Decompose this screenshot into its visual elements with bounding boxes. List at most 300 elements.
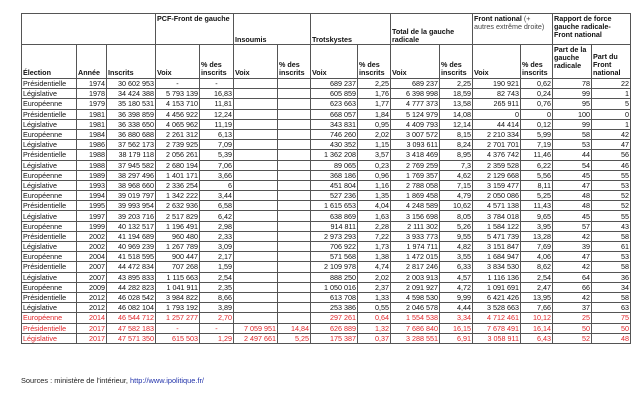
cell-part-fn: 52 bbox=[592, 201, 631, 211]
cell-annee: 2004 bbox=[77, 252, 107, 262]
cell-pcf-pct: 8,66 bbox=[200, 292, 234, 302]
cell-tro-pct: 1,38 bbox=[358, 252, 391, 262]
cell-pcf-pct: 7,06 bbox=[200, 160, 234, 170]
cell-tro-voix: 668 057 bbox=[311, 109, 358, 119]
cell-election: Présidentielle bbox=[22, 201, 77, 211]
cell-pcf-voix: 615 503 bbox=[156, 333, 200, 343]
cell-inscrits: 40 132 517 bbox=[107, 221, 156, 231]
cell-ins-voix bbox=[234, 221, 278, 231]
cell-tot-pct: 9,99 bbox=[440, 292, 473, 302]
table-row bbox=[22, 231, 631, 241]
cell-ins-voix bbox=[234, 313, 278, 323]
cell-ins-pct bbox=[278, 191, 311, 201]
cell-tot-pct: 8,15 bbox=[440, 129, 473, 139]
cell-ins-voix bbox=[234, 282, 278, 292]
table-row bbox=[22, 150, 631, 160]
cell-inscrits: 46 082 104 bbox=[107, 303, 156, 313]
cell-part-fn: 52 bbox=[592, 191, 631, 201]
cell-annee: 2017 bbox=[77, 333, 107, 343]
cell-fn-pct: 7,69 bbox=[521, 242, 553, 252]
cell-tro-pct: 7,22 bbox=[358, 231, 391, 241]
cell-ins-pct bbox=[278, 231, 311, 241]
cell-pcf-pct: - bbox=[200, 323, 234, 333]
table-body bbox=[22, 79, 631, 344]
cell-tot-voix: 4 777 373 bbox=[391, 99, 440, 109]
cell-tro-pct: 1,32 bbox=[358, 323, 391, 333]
cell-annee: 2017 bbox=[77, 323, 107, 333]
cell-election: Législative bbox=[22, 242, 77, 252]
cell-tro-voix: 613 708 bbox=[311, 292, 358, 302]
cell-tot-pct: 16,15 bbox=[440, 323, 473, 333]
cell-pcf-voix: 1 196 491 bbox=[156, 221, 200, 231]
cell-fn-pct: 0,76 bbox=[521, 99, 553, 109]
table-row bbox=[22, 160, 631, 170]
cell-tro-pct: 1,76 bbox=[358, 89, 391, 99]
cell-fn-voix: 0 bbox=[473, 109, 521, 119]
cell-tro-pct: 1,63 bbox=[358, 211, 391, 221]
cell-annee: 1988 bbox=[77, 160, 107, 170]
cell-tot-voix: 2 817 246 bbox=[391, 262, 440, 272]
cell-pcf-voix: 3 984 822 bbox=[156, 292, 200, 302]
cell-ins-voix bbox=[234, 150, 278, 160]
cell-tro-voix: 914 811 bbox=[311, 221, 358, 231]
cell-tro-voix: 746 260 bbox=[311, 129, 358, 139]
cell-tot-pct: 13,58 bbox=[440, 99, 473, 109]
cell-tot-pct: 6,91 bbox=[440, 333, 473, 343]
cell-tro-pct: 0,23 bbox=[358, 160, 391, 170]
cell-annee: 1981 bbox=[77, 109, 107, 119]
cell-pcf-pct: 2,70 bbox=[200, 313, 234, 323]
table-row bbox=[22, 313, 631, 323]
cell-ins-voix bbox=[234, 160, 278, 170]
cell-tro-voix: 626 889 bbox=[311, 323, 358, 333]
cell-fn-pct: 13,28 bbox=[521, 231, 553, 241]
cell-ins-voix bbox=[234, 292, 278, 302]
cell-tro-voix: 430 352 bbox=[311, 140, 358, 150]
cell-fn-pct: 6,22 bbox=[521, 160, 553, 170]
cell-tro-voix: 253 386 bbox=[311, 303, 358, 313]
cell-fn-pct: 9,65 bbox=[521, 211, 553, 221]
cell-pcf-voix: - bbox=[156, 79, 200, 89]
cell-part-fn: 5 bbox=[592, 99, 631, 109]
cell-tot-voix: 1 869 458 bbox=[391, 191, 440, 201]
cell-pcf-pct: 7,09 bbox=[200, 140, 234, 150]
cell-pcf-voix: - bbox=[156, 323, 200, 333]
cell-inscrits: 36 338 650 bbox=[107, 119, 156, 129]
header-rapport-de-force: Rapport de force gauche radicale-Front national bbox=[553, 14, 631, 45]
cell-pcf-pct: 6,13 bbox=[200, 129, 234, 139]
cell-fn-voix: 1 116 136 bbox=[473, 272, 521, 282]
cell-part-gauche: 57 bbox=[553, 221, 592, 231]
table-row bbox=[22, 129, 631, 139]
cell-fn-voix: 3 834 530 bbox=[473, 262, 521, 272]
cell-pcf-pct: 16,83 bbox=[200, 89, 234, 99]
cell-annee: 1989 bbox=[77, 170, 107, 180]
cell-tot-pct: 4,62 bbox=[440, 170, 473, 180]
cell-inscrits: 47 582 183 bbox=[107, 323, 156, 333]
cell-part-gauche: 44 bbox=[553, 150, 592, 160]
cell-tot-pct: 12,14 bbox=[440, 119, 473, 129]
cell-part-fn: 22 bbox=[592, 79, 631, 89]
cell-tro-pct: 2,02 bbox=[358, 272, 391, 282]
cell-tot-voix: 3 418 469 bbox=[391, 150, 440, 160]
cell-election: Européenne bbox=[22, 252, 77, 262]
table-row bbox=[22, 303, 631, 313]
cell-tot-voix: 6 398 998 bbox=[391, 89, 440, 99]
cell-ins-voix bbox=[234, 262, 278, 272]
cell-inscrits: 34 424 388 bbox=[107, 89, 156, 99]
cell-ins-pct bbox=[278, 272, 311, 282]
table-row bbox=[22, 180, 631, 190]
cell-pcf-voix: 1 041 911 bbox=[156, 282, 200, 292]
cell-part-gauche: 42 bbox=[553, 231, 592, 241]
cell-part-fn: 55 bbox=[592, 211, 631, 221]
cell-tro-voix: 451 804 bbox=[311, 180, 358, 190]
cell-fn-voix: 44 414 bbox=[473, 119, 521, 129]
cell-fn-voix: 4 712 461 bbox=[473, 313, 521, 323]
cell-annee: 1974 bbox=[77, 79, 107, 89]
cell-election: Présidentielle bbox=[22, 231, 77, 241]
table-row bbox=[22, 282, 631, 292]
cell-part-fn: 53 bbox=[592, 252, 631, 262]
cell-tot-pct: 4,72 bbox=[440, 282, 473, 292]
cell-tro-pct: 0,37 bbox=[358, 333, 391, 343]
table-row bbox=[22, 252, 631, 262]
cell-ins-pct bbox=[278, 99, 311, 109]
cell-pcf-pct: 3,09 bbox=[200, 242, 234, 252]
cell-tot-pct: 4,44 bbox=[440, 303, 473, 313]
cell-fn-voix: 7 678 491 bbox=[473, 323, 521, 333]
cell-fn-pct: 5,99 bbox=[521, 129, 553, 139]
cell-ins-voix bbox=[234, 119, 278, 129]
cell-pcf-pct: 2,17 bbox=[200, 252, 234, 262]
cell-election: Législative bbox=[22, 119, 77, 129]
cell-tot-pct: 2,25 bbox=[440, 79, 473, 89]
cell-election: Européenne bbox=[22, 221, 77, 231]
cell-tot-voix: 5 124 979 bbox=[391, 109, 440, 119]
cell-part-gauche: 42 bbox=[553, 292, 592, 302]
cell-part-gauche: 58 bbox=[553, 129, 592, 139]
cell-tro-pct: 0,64 bbox=[358, 313, 391, 323]
cell-tot-pct: 6,33 bbox=[440, 262, 473, 272]
cell-pcf-voix: 2 739 925 bbox=[156, 140, 200, 150]
cell-fn-voix: 1 091 691 bbox=[473, 282, 521, 292]
header-fn-bold: Front national bbox=[474, 14, 522, 23]
cell-tot-voix: 2 091 927 bbox=[391, 282, 440, 292]
cell-fn-pct: 0 bbox=[521, 109, 553, 119]
cell-tro-voix: 689 237 bbox=[311, 79, 358, 89]
cell-tro-voix: 368 186 bbox=[311, 170, 358, 180]
cell-fn-pct: 6,43 bbox=[521, 333, 553, 343]
cell-ins-voix bbox=[234, 180, 278, 190]
cell-fn-pct: 2,47 bbox=[521, 282, 553, 292]
cell-part-fn: 53 bbox=[592, 180, 631, 190]
cell-part-fn: 48 bbox=[592, 333, 631, 343]
cell-tro-pct: 3,57 bbox=[358, 150, 391, 160]
cell-tot-voix: 2 111 302 bbox=[391, 221, 440, 231]
cell-fn-pct: 0,24 bbox=[521, 89, 553, 99]
cell-pcf-voix: 1 267 789 bbox=[156, 242, 200, 252]
cell-tot-pct: 8,95 bbox=[440, 150, 473, 160]
cell-part-gauche: 95 bbox=[553, 99, 592, 109]
cell-fn-voix: 1 684 947 bbox=[473, 252, 521, 262]
cell-tot-voix: 1 974 711 bbox=[391, 242, 440, 252]
cell-election: Européenne bbox=[22, 99, 77, 109]
cell-tot-pct: 14,08 bbox=[440, 109, 473, 119]
cell-tot-voix: 3 933 773 bbox=[391, 231, 440, 241]
cell-part-gauche: 54 bbox=[553, 160, 592, 170]
cell-tro-pct: 0,96 bbox=[358, 170, 391, 180]
cell-tot-voix: 3 156 698 bbox=[391, 211, 440, 221]
cell-pcf-pct: 12,24 bbox=[200, 109, 234, 119]
cell-ins-voix bbox=[234, 242, 278, 252]
cell-fn-voix: 3 159 477 bbox=[473, 180, 521, 190]
cell-annee: 2012 bbox=[77, 303, 107, 313]
header-fn-note: (+ autres extrême droite) bbox=[474, 14, 545, 31]
cell-pcf-pct: 3,89 bbox=[200, 303, 234, 313]
cell-fn-voix: 265 911 bbox=[473, 99, 521, 109]
cell-part-fn: 58 bbox=[592, 262, 631, 272]
cell-ins-voix bbox=[234, 99, 278, 109]
cell-annee: 2007 bbox=[77, 262, 107, 272]
cell-part-gauche: 66 bbox=[553, 282, 592, 292]
cell-pcf-pct: 3,44 bbox=[200, 191, 234, 201]
cell-inscrits: 43 895 833 bbox=[107, 272, 156, 282]
cell-annee: 1984 bbox=[77, 129, 107, 139]
cell-annee: 1999 bbox=[77, 221, 107, 231]
table-row bbox=[22, 191, 631, 201]
cell-pcf-pct: 2,35 bbox=[200, 282, 234, 292]
cell-pcf-pct: 2,98 bbox=[200, 221, 234, 231]
cell-annee: 2012 bbox=[77, 292, 107, 302]
sources-footnote bbox=[21, 376, 204, 385]
cell-annee: 1997 bbox=[77, 211, 107, 221]
cell-tot-voix: 2 003 913 bbox=[391, 272, 440, 282]
cell-part-fn: 43 bbox=[592, 221, 631, 231]
cell-tro-pct: 1,84 bbox=[358, 109, 391, 119]
cell-pcf-voix: 5 793 139 bbox=[156, 89, 200, 99]
cell-tot-pct: 7,15 bbox=[440, 180, 473, 190]
cell-tot-voix: 3 288 551 bbox=[391, 333, 440, 343]
cell-tot-voix: 3 007 572 bbox=[391, 129, 440, 139]
cell-inscrits: 46 028 542 bbox=[107, 292, 156, 302]
cell-tot-voix: 2 769 259 bbox=[391, 160, 440, 170]
cell-ins-voix bbox=[234, 140, 278, 150]
cell-ins-pct bbox=[278, 150, 311, 160]
table-row bbox=[22, 292, 631, 302]
cell-pcf-pct: 11,81 bbox=[200, 99, 234, 109]
cell-tot-voix: 1 472 015 bbox=[391, 252, 440, 262]
table-row bbox=[22, 140, 631, 150]
cell-fn-pct: 5,56 bbox=[521, 170, 553, 180]
cell-tro-pct: 0,55 bbox=[358, 303, 391, 313]
cell-inscrits: 44 472 834 bbox=[107, 262, 156, 272]
cell-tot-pct: 4,57 bbox=[440, 272, 473, 282]
col-tot-voix: Voix bbox=[391, 45, 440, 79]
cell-election: Européenne bbox=[22, 170, 77, 180]
group-header-row bbox=[22, 14, 631, 45]
table-row bbox=[22, 99, 631, 109]
cell-part-fn: 46 bbox=[592, 160, 631, 170]
cell-part-fn: 58 bbox=[592, 231, 631, 241]
cell-election: Présidentielle bbox=[22, 150, 77, 160]
cell-tro-voix: 175 387 bbox=[311, 333, 358, 343]
cell-part-gauche: 39 bbox=[553, 242, 592, 252]
cell-inscrits: 46 544 712 bbox=[107, 313, 156, 323]
cell-election: Européenne bbox=[22, 129, 77, 139]
cell-tot-pct: 4,82 bbox=[440, 242, 473, 252]
cell-part-fn: 75 bbox=[592, 313, 631, 323]
cell-tot-pct: 18,59 bbox=[440, 89, 473, 99]
cell-tro-pct: 1,16 bbox=[358, 180, 391, 190]
cell-election: Législative bbox=[22, 211, 77, 221]
cell-tro-pct: 1,73 bbox=[358, 242, 391, 252]
table-row bbox=[22, 272, 631, 282]
cell-tro-pct: 2,37 bbox=[358, 282, 391, 292]
cell-tro-pct: 4,74 bbox=[358, 262, 391, 272]
cell-ins-pct bbox=[278, 262, 311, 272]
cell-ins-voix bbox=[234, 191, 278, 201]
cell-pcf-pct: 1,29 bbox=[200, 333, 234, 343]
cell-pcf-pct: 6,42 bbox=[200, 211, 234, 221]
cell-part-fn: 50 bbox=[592, 323, 631, 333]
cell-tro-pct: 1,35 bbox=[358, 191, 391, 201]
cell-annee: 2002 bbox=[77, 231, 107, 241]
cell-tro-voix: 571 568 bbox=[311, 252, 358, 262]
cell-part-fn: 63 bbox=[592, 303, 631, 313]
cell-annee: 2014 bbox=[77, 313, 107, 323]
cell-pcf-voix: 2 632 936 bbox=[156, 201, 200, 211]
cell-tro-voix: 1 362 208 bbox=[311, 150, 358, 160]
cell-fn-voix: 2 129 668 bbox=[473, 170, 521, 180]
cell-part-fn: 55 bbox=[592, 170, 631, 180]
cell-election: Présidentielle bbox=[22, 323, 77, 333]
cell-election: Présidentielle bbox=[22, 262, 77, 272]
cell-election: Européenne bbox=[22, 313, 77, 323]
col-fn-voix: Voix bbox=[473, 45, 521, 79]
cell-tot-voix: 1 769 357 bbox=[391, 170, 440, 180]
cell-ins-pct: 5,25 bbox=[278, 333, 311, 343]
cell-annee: 2009 bbox=[77, 282, 107, 292]
cell-inscrits: 36 880 688 bbox=[107, 129, 156, 139]
cell-part-fn: 61 bbox=[592, 242, 631, 252]
cell-fn-voix: 6 421 426 bbox=[473, 292, 521, 302]
cell-pcf-voix: 2 261 312 bbox=[156, 129, 200, 139]
cell-ins-voix bbox=[234, 170, 278, 180]
sub-header-row bbox=[22, 45, 631, 79]
cell-inscrits: 37 562 173 bbox=[107, 140, 156, 150]
cell-part-gauche: 48 bbox=[553, 191, 592, 201]
cell-ins-voix: 2 497 661 bbox=[234, 333, 278, 343]
cell-fn-pct: 0,12 bbox=[521, 119, 553, 129]
table-row bbox=[22, 333, 631, 343]
cell-fn-voix: 3 058 911 bbox=[473, 333, 521, 343]
cell-tro-pct: 2,25 bbox=[358, 79, 391, 89]
cell-ins-pct bbox=[278, 303, 311, 313]
cell-tro-pct: 1,15 bbox=[358, 140, 391, 150]
cell-inscrits: 39 993 954 bbox=[107, 201, 156, 211]
cell-annee: 1994 bbox=[77, 191, 107, 201]
cell-inscrits: 44 282 823 bbox=[107, 282, 156, 292]
cell-tro-pct: 2,28 bbox=[358, 221, 391, 231]
cell-tro-pct: 1,77 bbox=[358, 99, 391, 109]
cell-pcf-voix: 2 680 194 bbox=[156, 160, 200, 170]
cell-pcf-voix: 2 056 261 bbox=[156, 150, 200, 160]
cell-fn-pct: 8,11 bbox=[521, 180, 553, 190]
cell-ins-pct bbox=[278, 282, 311, 292]
cell-fn-voix: 3 784 018 bbox=[473, 211, 521, 221]
sources-link[interactable]: http://www.ipolitique.fr/ bbox=[130, 376, 204, 385]
cell-election: Présidentielle bbox=[22, 109, 77, 119]
cell-ins-voix: 7 059 951 bbox=[234, 323, 278, 333]
col-tro-voix: Voix bbox=[311, 45, 358, 79]
cell-ins-voix bbox=[234, 211, 278, 221]
cell-part-gauche: 42 bbox=[553, 262, 592, 272]
cell-part-gauche: 48 bbox=[553, 201, 592, 211]
cell-pcf-voix: 1 793 192 bbox=[156, 303, 200, 313]
cell-pcf-pct: 1,59 bbox=[200, 262, 234, 272]
col-fn-pct: % des inscrits bbox=[521, 45, 553, 79]
cell-part-fn: 34 bbox=[592, 282, 631, 292]
cell-part-fn: 0 bbox=[592, 109, 631, 119]
cell-tro-voix: 2 109 978 bbox=[311, 262, 358, 272]
cell-annee: 1993 bbox=[77, 180, 107, 190]
cell-pcf-voix: 707 268 bbox=[156, 262, 200, 272]
cell-fn-pct: 7,66 bbox=[521, 303, 553, 313]
cell-ins-voix bbox=[234, 89, 278, 99]
cell-pcf-pct: 11,19 bbox=[200, 119, 234, 129]
cell-pcf-voix: 4 065 962 bbox=[156, 119, 200, 129]
cell-ins-pct bbox=[278, 140, 311, 150]
cell-part-gauche: 99 bbox=[553, 89, 592, 99]
cell-ins-pct bbox=[278, 242, 311, 252]
cell-fn-voix: 3 151 847 bbox=[473, 242, 521, 252]
cell-tot-pct: 8,24 bbox=[440, 140, 473, 150]
cell-tro-pct: 1,33 bbox=[358, 292, 391, 302]
election-results-table bbox=[21, 13, 631, 344]
cell-annee: 1995 bbox=[77, 201, 107, 211]
cell-ins-voix bbox=[234, 231, 278, 241]
cell-inscrits: 41 518 595 bbox=[107, 252, 156, 262]
cell-election: Législative bbox=[22, 303, 77, 313]
col-annee: Année bbox=[77, 45, 107, 79]
cell-ins-voix bbox=[234, 109, 278, 119]
col-election: Élection bbox=[22, 45, 77, 79]
cell-inscrits: 38 297 496 bbox=[107, 170, 156, 180]
cell-ins-pct: 14,84 bbox=[278, 323, 311, 333]
cell-part-gauche: 25 bbox=[553, 313, 592, 323]
cell-part-gauche: 47 bbox=[553, 180, 592, 190]
cell-tro-pct: 4,04 bbox=[358, 201, 391, 211]
cell-tro-voix: 605 859 bbox=[311, 89, 358, 99]
cell-tro-voix: 1 615 653 bbox=[311, 201, 358, 211]
cell-tro-voix: 638 869 bbox=[311, 211, 358, 221]
cell-tot-voix: 4 598 530 bbox=[391, 292, 440, 302]
cell-tro-voix: 623 663 bbox=[311, 99, 358, 109]
sources-label: Sources : ministère de l'intérieur, bbox=[21, 376, 131, 385]
cell-ins-pct bbox=[278, 211, 311, 221]
cell-fn-voix: 2 701 701 bbox=[473, 140, 521, 150]
cell-fn-voix: 2 210 334 bbox=[473, 129, 521, 139]
cell-part-gauche: 99 bbox=[553, 119, 592, 129]
cell-part-gauche: 78 bbox=[553, 79, 592, 89]
cell-annee: 1986 bbox=[77, 140, 107, 150]
cell-fn-pct: 3,95 bbox=[521, 221, 553, 231]
cell-annee: 1981 bbox=[77, 119, 107, 129]
cell-election: Législative bbox=[22, 180, 77, 190]
header-pcf: PCF-Front de gauche bbox=[156, 14, 234, 45]
cell-fn-pct: 7,19 bbox=[521, 140, 553, 150]
